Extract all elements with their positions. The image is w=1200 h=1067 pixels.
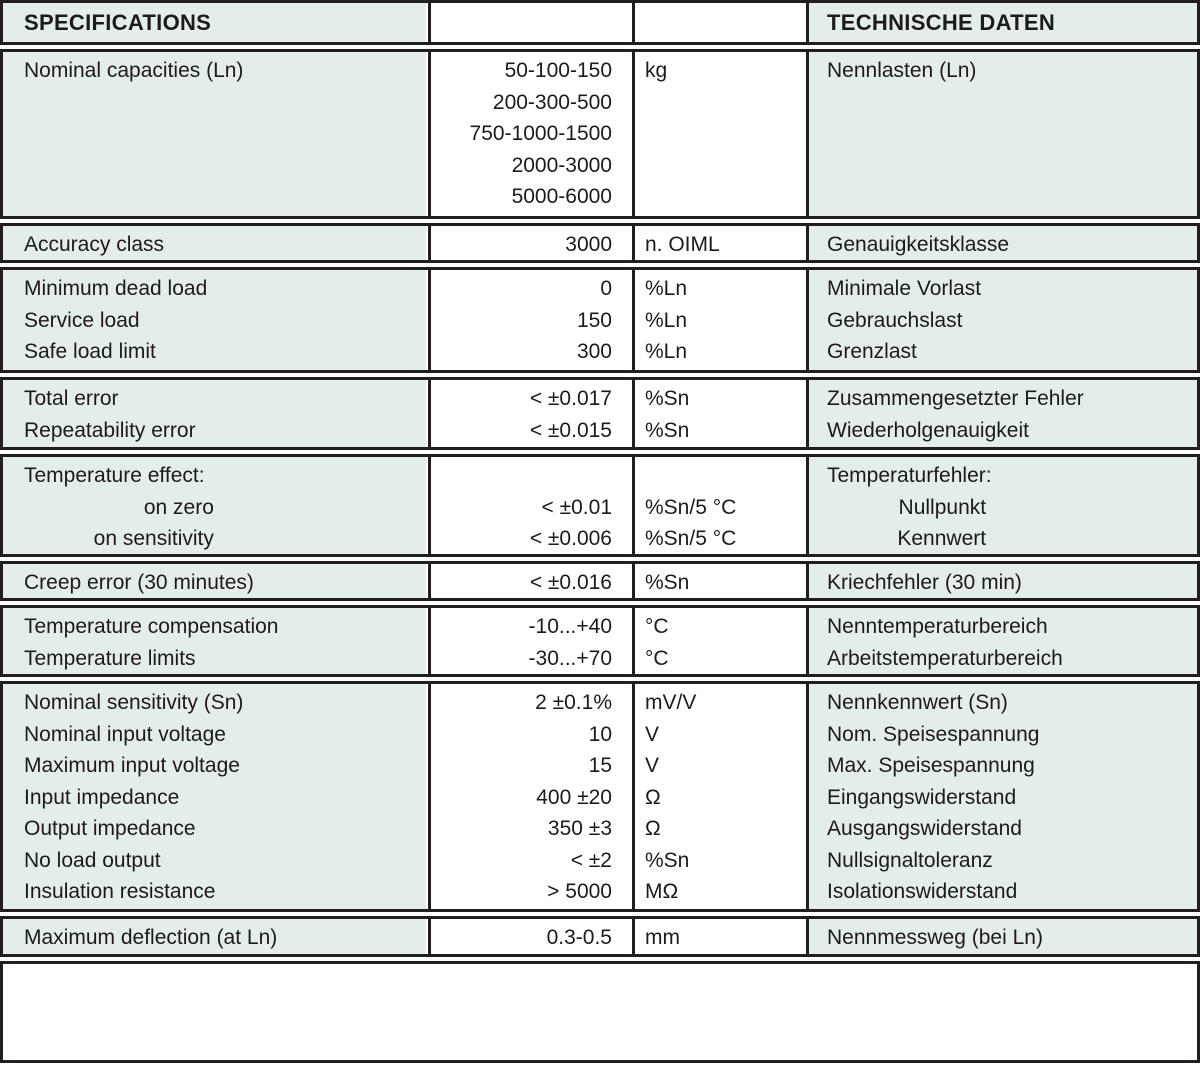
unit-cell bbox=[632, 919, 806, 954]
text-line: 0 bbox=[600, 277, 612, 300]
english-label-cell bbox=[3, 380, 428, 447]
text-line: Nullsignaltoleranz bbox=[827, 848, 993, 872]
text-line: °C bbox=[645, 615, 669, 638]
text-line: 2000-3000 bbox=[511, 153, 612, 177]
text-line: Insulation resistance bbox=[24, 880, 216, 903]
text-line: on zero bbox=[143, 495, 214, 519]
text-line: Minimum dead load bbox=[24, 277, 208, 300]
text-line: Nominal input voltage bbox=[24, 722, 226, 746]
text-line: < ±0.006 bbox=[529, 527, 612, 550]
text-line: Temperature effect: bbox=[24, 464, 205, 487]
english-label-cell bbox=[3, 684, 428, 909]
english-label-cell bbox=[3, 3, 428, 42]
text-line: 350 ±3 bbox=[547, 817, 612, 840]
value-cell bbox=[428, 684, 632, 909]
text-line: No load output bbox=[24, 848, 161, 872]
german-label-cell bbox=[806, 270, 1197, 370]
text-line: Accuracy class bbox=[24, 233, 165, 256]
text-line: -10...+40 bbox=[528, 615, 612, 638]
text-line: Ausgangswiderstand bbox=[827, 817, 1022, 840]
text-line: Grenzlast bbox=[827, 340, 917, 363]
text-line: 15 bbox=[588, 754, 612, 777]
text-line: Nominal sensitivity (Sn) bbox=[24, 691, 244, 714]
text-line bbox=[645, 460, 806, 492]
german-label-cell bbox=[806, 52, 1197, 216]
text-line: Total error bbox=[24, 387, 119, 410]
text-line: 5000-6000 bbox=[511, 185, 612, 208]
section-nominal-capacities bbox=[0, 49, 1200, 219]
text-line: Nominal capacities (Ln) bbox=[24, 59, 244, 82]
text-line: Max. Speisespannung bbox=[827, 754, 1035, 777]
unit-cell bbox=[632, 270, 806, 370]
text-line: 3000 bbox=[565, 233, 612, 256]
english-label-cell bbox=[3, 226, 428, 260]
text-line: < ±2 bbox=[570, 848, 612, 872]
text-line: 750-1000-1500 bbox=[469, 122, 612, 145]
english-label-cell bbox=[3, 270, 428, 370]
text-line: V bbox=[645, 722, 660, 746]
unit-cell bbox=[632, 52, 806, 216]
english-label-cell bbox=[3, 564, 428, 598]
text-line: on sensitivity bbox=[93, 527, 214, 550]
text-line: Genauigkeitsklasse bbox=[827, 233, 1010, 256]
text-line: %Sn bbox=[645, 387, 690, 410]
text-line: Nennmessweg (bei Ln) bbox=[827, 926, 1043, 949]
german-label-cell bbox=[806, 457, 1197, 554]
section-temperature-ranges bbox=[0, 605, 1200, 677]
text-line: Temperature compensation bbox=[24, 615, 279, 638]
text-line: Minimale Vorlast bbox=[827, 277, 982, 300]
german-label-cell bbox=[806, 684, 1197, 909]
text-line: Temperature limits bbox=[24, 646, 196, 670]
german-label-cell bbox=[806, 608, 1197, 674]
empty-footer-cell bbox=[3, 964, 1197, 1060]
text-line: mm bbox=[645, 926, 680, 949]
text-line: Maximum input voltage bbox=[24, 754, 240, 777]
english-label-cell bbox=[3, 52, 428, 216]
text-line: Service load bbox=[24, 308, 140, 332]
section-accuracy-class bbox=[0, 223, 1200, 263]
text-line: 0.3-0.5 bbox=[546, 926, 612, 949]
text-line: Kriechfehler (30 min) bbox=[827, 571, 1022, 594]
text-line: V bbox=[645, 754, 660, 777]
text-line: 2 ±0.1% bbox=[535, 691, 612, 714]
text-line: 50-100-150 bbox=[504, 59, 612, 82]
text-line: Nom. Speisespannung bbox=[827, 722, 1040, 746]
text-line: Wiederholgenauigkeit bbox=[827, 418, 1029, 442]
text-line: %Ln bbox=[645, 308, 688, 332]
value-cell bbox=[428, 226, 632, 260]
section-deflection bbox=[0, 916, 1200, 957]
section-empty-footer bbox=[0, 961, 1200, 1063]
text-line: -30...+70 bbox=[528, 646, 612, 670]
text-line: < ±0.015 bbox=[529, 418, 612, 442]
text-line: Nennkennwert (Sn) bbox=[827, 691, 1008, 714]
value-cell bbox=[428, 608, 632, 674]
english-label-cell bbox=[3, 457, 428, 554]
text-line: 400 ±20 bbox=[536, 785, 612, 809]
text-line bbox=[431, 460, 612, 492]
text-line: SPECIFICATIONS bbox=[24, 10, 212, 35]
text-line: Nenntemperaturbereich bbox=[827, 615, 1048, 638]
text-line: %Sn bbox=[645, 571, 690, 594]
text-line: %Sn/5 °C bbox=[645, 495, 737, 519]
text-line: Gebrauchslast bbox=[827, 308, 963, 332]
text-line: Arbeitstemperaturbereich bbox=[827, 646, 1063, 670]
text-line: Kennwert bbox=[897, 527, 987, 550]
unit-cell bbox=[632, 3, 806, 42]
value-cell bbox=[428, 3, 632, 42]
text-line: Ω bbox=[645, 817, 661, 840]
german-label-cell bbox=[806, 564, 1197, 598]
german-label-cell bbox=[806, 380, 1197, 447]
section-header bbox=[0, 0, 1200, 45]
text-line: < ±0.016 bbox=[529, 571, 612, 594]
text-line: Nullpunkt bbox=[898, 495, 987, 519]
german-label-cell bbox=[806, 919, 1197, 954]
text-line: < ±0.01 bbox=[541, 495, 612, 519]
text-line: Ω bbox=[645, 785, 661, 809]
text-line: Nennlasten (Ln) bbox=[827, 59, 977, 82]
text-line: Input impedance bbox=[24, 785, 180, 809]
value-cell bbox=[428, 919, 632, 954]
text-line: Eingangswiderstand bbox=[827, 785, 1017, 809]
text-line: Temperaturfehler: bbox=[827, 464, 992, 487]
german-label-cell bbox=[806, 226, 1197, 260]
english-label-cell bbox=[3, 608, 428, 674]
section-temperature-effect bbox=[0, 454, 1200, 557]
unit-cell bbox=[632, 380, 806, 447]
text-line: 300 bbox=[576, 340, 612, 363]
text-line: %Sn bbox=[645, 848, 690, 872]
text-line: %Ln bbox=[645, 340, 688, 363]
text-line: 10 bbox=[588, 722, 612, 746]
text-line: < ±0.017 bbox=[529, 387, 612, 410]
text-line: %Sn bbox=[645, 418, 690, 442]
text-line: mV/V bbox=[645, 691, 697, 714]
unit-cell bbox=[632, 608, 806, 674]
text-line: %Sn/5 °C bbox=[645, 527, 737, 550]
value-cell bbox=[428, 564, 632, 598]
text-line: TECHNISCHE DATEN bbox=[827, 10, 1056, 35]
text-line: > 5000 bbox=[547, 880, 612, 903]
text-line: MΩ bbox=[645, 880, 679, 903]
text-line: %Ln bbox=[645, 277, 688, 300]
text-line: n. OIML bbox=[645, 233, 720, 256]
value-cell bbox=[428, 52, 632, 216]
text-line: 150 bbox=[576, 308, 612, 332]
text-line: Output impedance bbox=[24, 817, 196, 840]
text-line: Safe load limit bbox=[24, 340, 156, 363]
value-cell bbox=[428, 270, 632, 370]
unit-cell bbox=[632, 564, 806, 598]
text-line: Zusammengesetzter Fehler bbox=[827, 387, 1084, 410]
unit-cell bbox=[632, 226, 806, 260]
german-label-cell bbox=[806, 3, 1197, 42]
section-creep-error bbox=[0, 561, 1200, 601]
text-line: Isolationswiderstand bbox=[827, 880, 1018, 903]
value-cell bbox=[428, 380, 632, 447]
text-line: °C bbox=[645, 646, 669, 670]
text-line: Creep error (30 minutes) bbox=[24, 571, 254, 594]
section-electrical bbox=[0, 681, 1200, 912]
section-errors bbox=[0, 377, 1200, 450]
text-line: Maximum deflection (at Ln) bbox=[24, 926, 278, 949]
unit-cell bbox=[632, 457, 806, 554]
section-load-limits bbox=[0, 267, 1200, 373]
text-line: Repeatability error bbox=[24, 418, 196, 442]
text-line: 200-300-500 bbox=[492, 90, 612, 114]
text-line: kg bbox=[645, 59, 668, 82]
english-label-cell bbox=[3, 919, 428, 954]
unit-cell bbox=[632, 684, 806, 909]
value-cell bbox=[428, 457, 632, 554]
